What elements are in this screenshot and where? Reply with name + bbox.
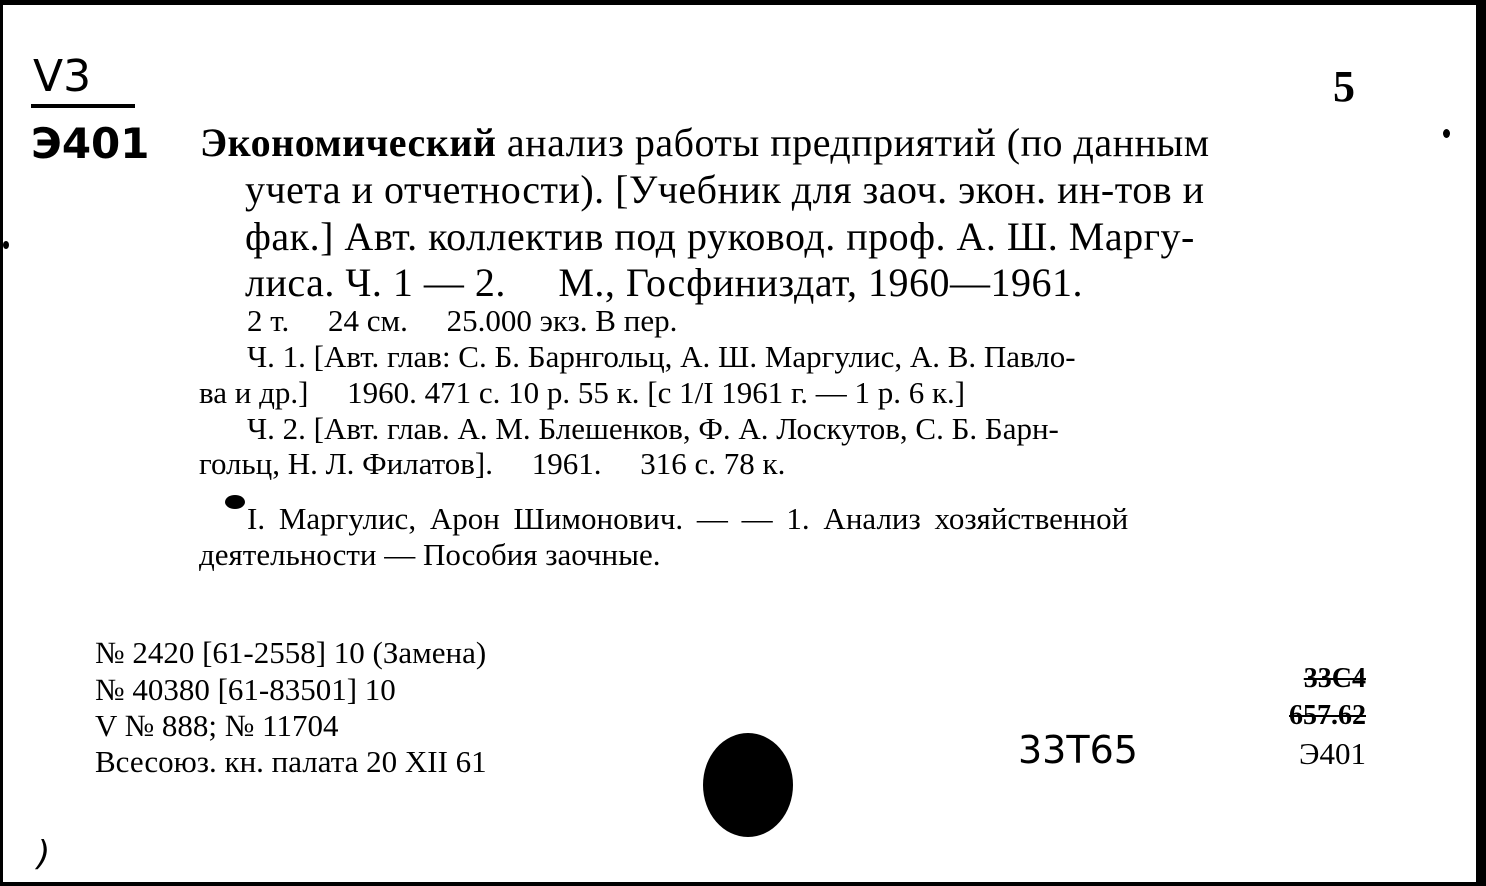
title-line-1-text: анализ работы предприятий (по данным [496,120,1210,165]
part1-line-2: ва и др.] 1960. 471 с. 10 р. 55 к. [с 1/I 1961 г. — 1 р. 6 к.] [199,375,966,410]
physical-description: 2 т. 24 см. 25.000 экз. В пер. [247,303,678,338]
card-number: 5 [1333,62,1355,111]
title-line-3: фак.] Авт. коллектив под руковод. проф. А. Ш. Маргу- [245,214,1195,259]
tracing-line-2: деятельности — Пособия заочные. [199,537,661,572]
title-line-1 [200,120,1210,165]
corner-mark: ) [37,834,51,874]
bottom-call-number: Э401 [1299,736,1366,771]
shelf-mark-underline [31,104,135,108]
tracing-bullet-mark [225,495,245,509]
title-lead-word: Экономический [200,120,497,165]
classification-code: 33С4 [1303,663,1366,694]
tracing-line-1: I. Маргулис, Арон Шимонович. — — 1. Анализ хозяйственной [247,501,1129,536]
udc-code: 657.62 [1289,700,1366,731]
part1-line-1: Ч. 1. [Авт. глав: С. Б. Барнгольц, А. Ш. Маргулис, А. В. Павло- [247,339,1076,374]
punch-hole [703,733,793,837]
margin-speck [3,241,9,249]
title-line-2: учета и отчетности). [Учебник для заоч. экон. ин-тов и [245,167,1205,212]
title-line-4: лиса. Ч. 1 — 2. М., Госфиниздат, 1960—1961. [245,260,1084,305]
registry-line-3: V № 888; № 11704 [95,708,339,743]
part2-line-1: Ч. 2. [Авт. глав. А. М. Блешенков, Ф. А. Лоскутов, С. Б. Барн- [247,411,1059,446]
registry-line-2: № 40380 [61-83501] 10 [95,672,396,707]
handwritten-shelf-mark: V3 [33,51,92,102]
handwritten-code: 33Т65 [1018,728,1138,772]
registry-line-4: Всесоюз. кн. палата 20 XII 61 [95,744,487,779]
part2-line-2: гольц, Н. Л. Филатов]. 1961. 316 с. 78 к. [199,446,786,481]
registry-line-1: № 2420 [61-2558] 10 (Замена) [95,635,487,670]
handwritten-call-number: Э401 [31,119,150,168]
margin-speck [1443,129,1450,138]
